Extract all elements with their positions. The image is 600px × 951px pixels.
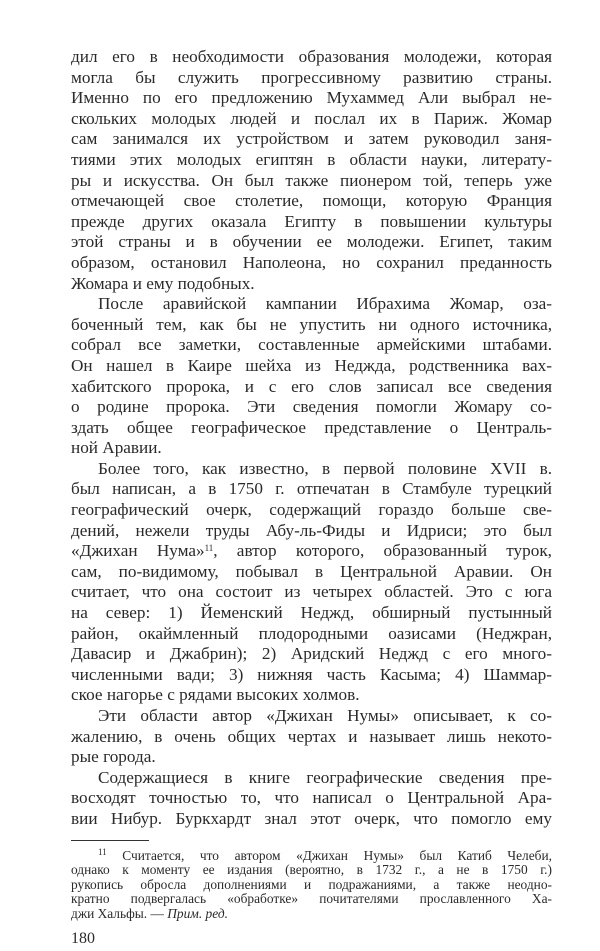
text-line: ной Аравии.: [71, 438, 162, 458]
text-line: образом, остановил Наполеона, но сохранил преданность: [71, 252, 552, 272]
text-line: на север: 1) Йеменский Неджд, обширный пустынный: [71, 603, 552, 623]
editor-note: Прим. ред.: [167, 905, 228, 921]
text-line: После аравийской кампании Ибрахима Жомар, оза-: [98, 294, 552, 314]
text-line: хабитского пророка, и с его слов записал все сведения: [71, 376, 552, 396]
text-line: рые города.: [71, 747, 156, 767]
text-line: Жомара и ему подобных.: [71, 273, 255, 293]
text-line: могла бы служить прогрессивному развитию страны.: [71, 67, 552, 87]
footnote-line: $^{11}$ Считается, что автором «Джихан Нумы» был Катиб Челеби,: [98, 846, 552, 863]
body-text: [71, 47, 552, 830]
text-line: Именно по его предложению Мухаммед Али выбрал не-: [71, 88, 552, 108]
text-line: восходят точностью то, что написал о Центральной Ара-: [71, 788, 552, 808]
footnote-line: рукопись обросла дополнениями и подражаниями, а также неодно-: [71, 876, 552, 892]
footnote-line: джи Хальфы. — Прим. ред.: [71, 905, 228, 921]
text-line: сам занимался их устройством и затем руководил заня-: [71, 129, 552, 149]
text-line: вии Нибур. Буркхардт знал этот очерк, что помогло ему: [71, 808, 552, 828]
text-line: этой страны и в обучении ее молодежи. Египет, таким: [71, 232, 552, 252]
text-line: сам, по-видимому, побывал в Центральной Аравии. Он: [71, 561, 552, 581]
text-line: Содержащиеся в книге географические сведения пре-: [98, 767, 552, 787]
text-line: «Джихан Нума»$^{11}$, автор которого, образованный турок,: [71, 541, 552, 561]
footnote-line: однако к моменту ее издания (вероятно, в 1732 г., а не в 1750 г.): [71, 862, 552, 878]
text-line: был написан, а в 1750 г. отпечатан в Стамбуле турецкий: [71, 479, 552, 499]
text-line: Он нашел в Каире шейха из Неджда, родственника вах-: [71, 355, 552, 375]
text-line: географический очерк, содержащий гораздо больше све-: [71, 500, 552, 520]
text-line: жалению, в очень общих чертах и называет лишь некото-: [71, 726, 552, 746]
footnote: [71, 846, 552, 922]
footnote-reference[interactable]: 11: [204, 543, 214, 554]
text-line: Эти области автор «Джихан Нумы» описывает, к со-: [98, 706, 552, 725]
text-line: считает, что она состоит из четырех областей. Это с юга: [71, 582, 552, 602]
text-line: о родине пророка. Эти сведения помогли Жомару со-: [71, 397, 552, 417]
footnote-line: кратно подвергалась «обработке» почитателями прославленного Ха-: [71, 891, 552, 907]
text-line: тиями этих молодых египтян в области науки, литерату-: [71, 149, 552, 169]
text-line: собрал все заметки, составленные армейскими штабами.: [71, 335, 552, 355]
text-line: прежде других оказала Египту в повышении культуры: [71, 211, 552, 231]
page-number: 180: [71, 929, 95, 947]
footnote-marker: 11: [98, 846, 107, 857]
footnote-separator: [71, 840, 149, 841]
text-line: здать общее географическое представление о Централь-: [71, 417, 552, 437]
book-page: [71, 47, 552, 948]
text-line: скольких молодых людей и послал их в Париж. Жомар: [71, 108, 552, 128]
text-line: Более того, как известно, в первой половине XVII в.: [98, 458, 552, 478]
text-line: район, окаймленный плодородными оазисами (Неджран,: [71, 623, 552, 643]
text-line: отмечающей свое столетие, помощи, которую Франция: [71, 191, 552, 211]
text-line: ское нагорье с рядами высоких холмов.: [71, 685, 360, 705]
text-line: численными вади; 3) нижняя часть Касыма; 4) Шаммар-: [71, 664, 552, 684]
text-line: боченный тем, как бы не упустить ни одного источника,: [71, 314, 552, 334]
text-line: Давасир и Джабрин); 2) Аридский Неджд с его много-: [71, 644, 552, 664]
text-line: ры и искусства. Он был также пионером той, теперь уже: [71, 170, 552, 190]
text-line: дений, нежели труды Абу-ль-Фиды и Идриси; это был: [71, 520, 552, 540]
text-line: дил его в необходимости образования молодежи, которая: [71, 47, 552, 66]
